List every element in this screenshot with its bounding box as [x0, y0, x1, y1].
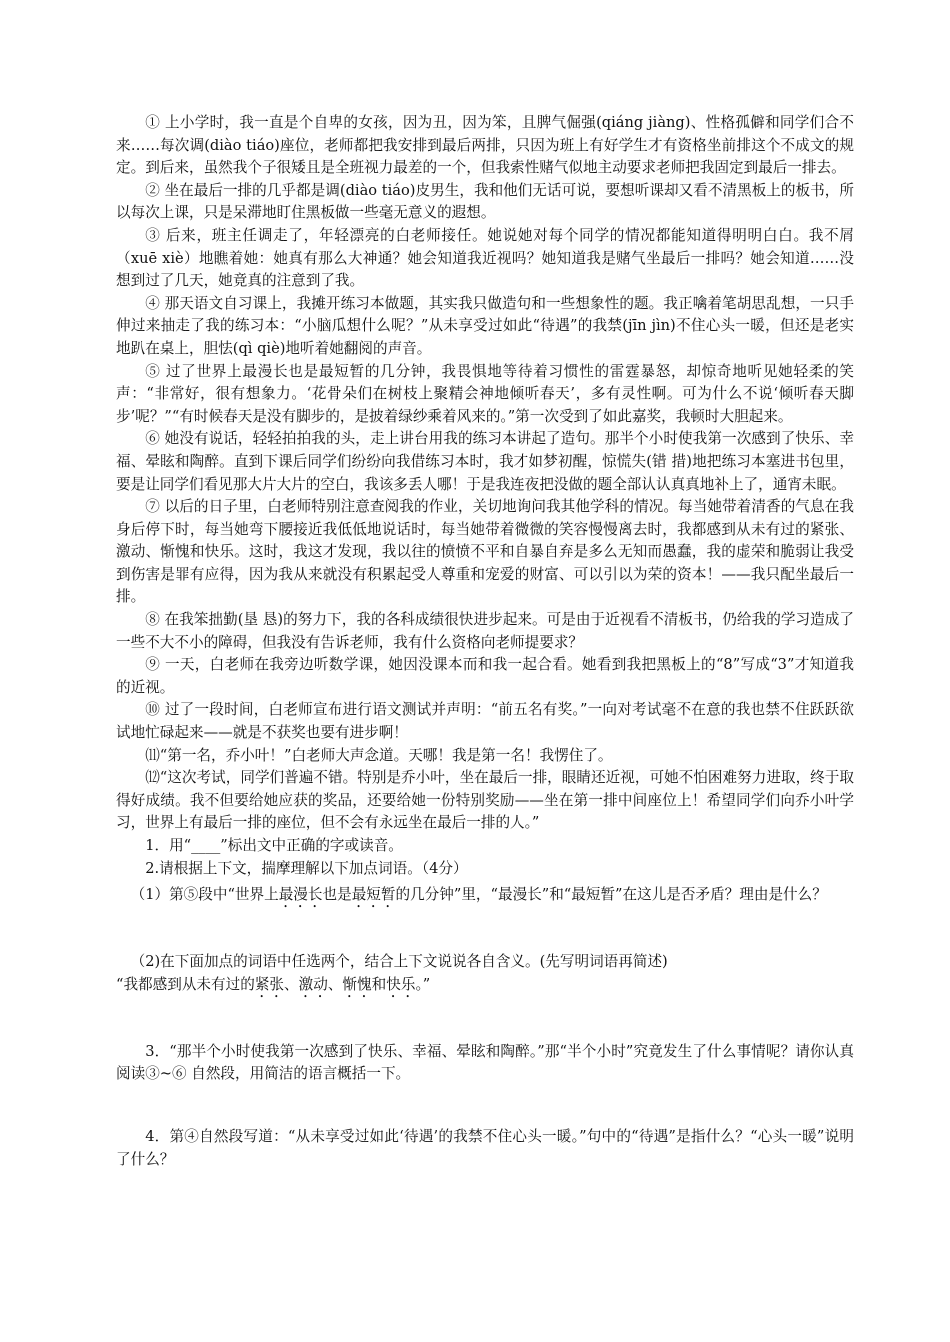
paragraph-2: ② 坐在最后一排的几乎都是调(diào tiáo)皮男生，我和他们无话可说，要想听课却又看不清黑板上的板书，所以每次上课，只是呆滞地盯住黑板做一些毫无意义的遐想。: [116, 181, 854, 222]
q2-2-sep-3: 和: [371, 975, 387, 993]
paragraph-4: ④ 那天语文自习课上，我摊开练习本做题，其实我只做造句和一些想象性的题。我正噙着笔胡思乱想，一只手伸过来抽走了我的练习本：“小脑瓜想什么呢？”从未享受过如此“待遇”的我禁(jīn jìn)不住心头一暖，但还是老实地趴在桌上，胆怯(qì qiè)地听着她翻阅的声音。: [116, 294, 854, 357]
dotted-word-shame: 惭愧: [342, 975, 372, 993]
dotted-word-excitement: 激动: [298, 975, 328, 993]
answer-space-q3[interactable]: [116, 1086, 854, 1126]
question-3: 3．“那半个小时使我第一次感到了快乐、幸福、晕眩和陶醉。”那“半个小时”究竟发生了什么事情呢？请你认真阅读③~⑥ 自然段，用简洁的语言概括一下。: [116, 1042, 854, 1083]
dotted-word-joy: 快乐: [386, 975, 416, 993]
answer-space-q2-2[interactable]: [116, 1001, 854, 1041]
question-4: 4．第④自然段写道：“从未享受过如此‘待遇’的我禁不住心头一暖。”句中的“待遇”是指什么？“心头一暖”说明了什么？: [116, 1127, 854, 1168]
q2-2-quote-a: “我都感到从未有过的: [116, 975, 255, 993]
paragraph-8: ⑧ 在我笨拙勤(垦 恳)的努力下，我的各科成绩很快进步起来。可是由于近视看不清板书，仍给我的学习造成了一些不大不小的障碍，但我没有告诉老师，我有什么资格向老师提要求？: [116, 611, 854, 651]
q2-1-text-b: 也是: [322, 886, 352, 904]
question-1: 1．用“____”标出文中正确的字或读音。: [145, 837, 403, 854]
question-2-2: （2)在下面加点的词语中任选两个，结合上下文说说各自含义。(先写明词语再简述): [130, 953, 668, 971]
q2-2-sep-1: 、: [284, 975, 299, 993]
question-2-2-quote: [116, 974, 854, 1001]
answer-space-q2-1[interactable]: [116, 911, 854, 951]
paragraph-11: ⑾“第一名，乔小叶！”白老师大声念道。天哪！我是第一名！我愣住了。: [145, 746, 613, 764]
article-body: [116, 112, 854, 835]
paragraph-1: ① 上小学时，我一直是个自卑的女孩，因为丑，因为笨，且脾气倔强(qiáng jiàng)、性格孤僻和同学们合不来……每次调(diào tiáo)座位，老师都把我安排到最后两排，只因为班上有好学生才有资格坐前排这个不成文的规定。到后来，虽然我个子很矮且是全班视力最差的一个，但我索性赌气似地主动要求老师把我固定到最后一排去。: [116, 114, 854, 177]
paragraph-3: ③ 后来，班主任调走了，年轻漂亮的白老师接任。她说她对每个同学的情况都能知道得明明白白。我不屑（xuē xiè）地瞧着她：她真有那么大神通？她会知道我近视吗？她知道我是赌气坐最后一排吗？她会知道……没想到过了几天，她竟真的注意到了我。: [116, 226, 854, 290]
paragraph-7: ⑦ 以后的日子里，白老师特别注意查阅我的作业，关切地询问我其他学科的情况。每当她带着清香的气息在我身后停下时，每当她弯下腰接近我低低地说话时，每当她带着微微的笑容慢慢离去时，我都感到从未有过的紧张、激动、惭愧和快乐。这时，我这才发现，我以往的愤愤不平和自暴自弃是多么无知而愚蠢，我的虚荣和脆弱让我受到伤害是罪有应得，因为我从来就没有积累起受人尊重和宠爱的财富、可以引以为荣的资本！——我只配坐最后一排。: [116, 498, 854, 606]
exam-page: [116, 112, 854, 1171]
q2-1-dotted-word-1: 最漫长: [278, 886, 323, 904]
q2-2-quote-b: 。”: [415, 975, 431, 993]
paragraph-10: ⑩ 过了一段时间，白老师宣布进行语文测试并声明：“前五名有奖。”一向对考试毫不在意的我也禁不住跃跃欲试地忙碌起来——就是不获奖也要有进步啊！: [116, 701, 854, 742]
paragraph-9: ⑨ 一天，白老师在我旁边听数学课，她因没课本而和我一起合看。她看到我把黑板上的“8”写成“3”才知道我的近视。: [116, 656, 854, 696]
q2-1-dotted-word-2: 最短暂: [351, 886, 396, 904]
paragraph-6: ⑥ 她没有说话，轻轻拍拍我的头，走上讲台用我的练习本讲起了造句。那半个小时使我第一次感到了快乐、幸福、晕眩和陶醉。直到下课后同学们纷纷向我借练习本时，我才如梦初醒，惊慌失(错 措)地把练习本塞进书包里，要是让同学们看见那大片大片的空白，我该多丢人哪！于是我连夜把没做的题全部认认真真地补上了，通宵未眠。: [116, 430, 854, 493]
q2-2-sep-2: 、: [327, 975, 343, 993]
paragraph-5: ⑤ 过了世界上最漫长也是最短暂的几分钟，我畏惧地等待着习惯性的雷霆暴怒，却惊奇地听见她轻柔的笑声：“非常好，很有想象力。‘花骨朵们在树枝上聚精会神地倾听春天’，多有灵性啊。可为什么不说‘倾听春天脚步’呢？”“有时候春天是没有脚步的，是披着绿纱乘着风来的。”第一次受到了如此嘉奖，我顿时大胆起来。: [116, 362, 854, 425]
question-2: 2.请根据上下文，揣摩理解以下加点词语。（4分）: [145, 859, 468, 877]
q2-1-text-a: （1）第⑤段中“世界上: [130, 886, 279, 904]
paragraph-12: ⑿“这次考试，同学们普遍不错。特别是乔小叶，坐在最后一排，眼睛还近视，可她不怕困难努力进取，终于取得好成绩。我不但要给她应获的奖品，还要给她一份特别奖励——坐在第一排中间座位上！希望同学们向乔小叶学习，世界上有最后一排的座位，但不会有永远坐在最后一排的人。”: [116, 769, 854, 832]
q2-1-text-c: 的几分钟”里，“最漫长”和“最短暂”在这儿是否矛盾？理由是什么？: [395, 886, 827, 904]
questions-section: [116, 835, 854, 1171]
question-2-1: [116, 884, 854, 911]
dotted-word-tension: 紧张: [254, 975, 285, 993]
